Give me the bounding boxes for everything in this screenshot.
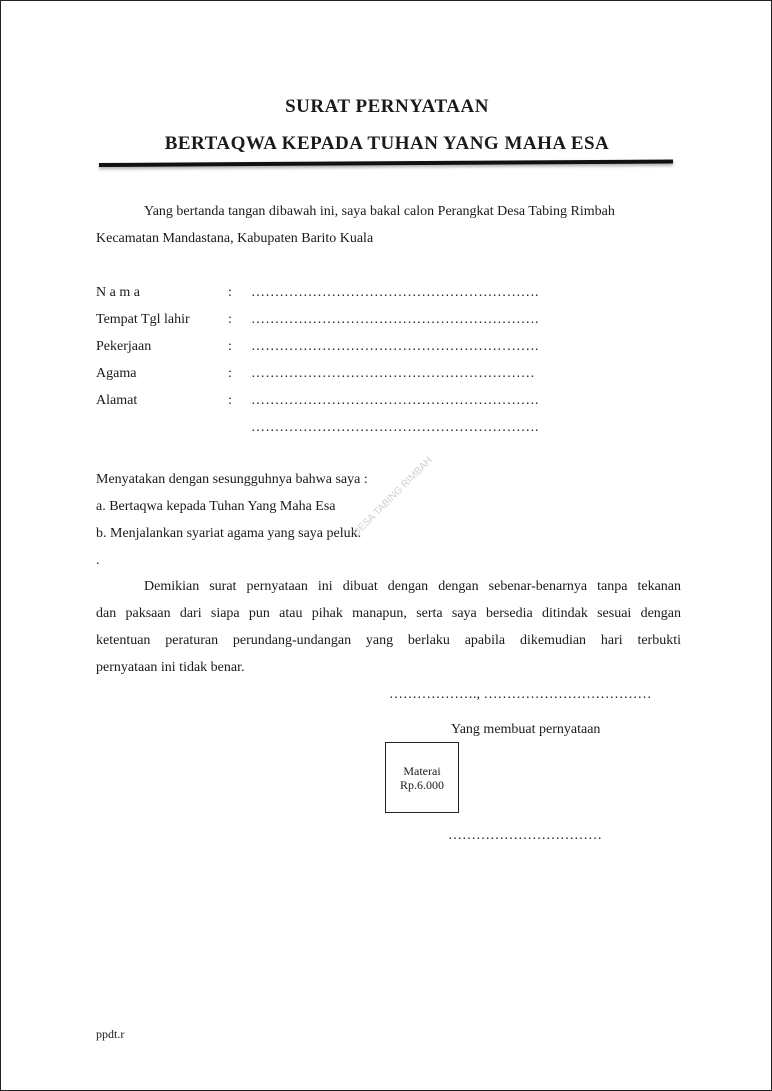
field-label-agama: Agama — [96, 366, 137, 381]
title-underline — [99, 159, 673, 167]
field-colon-alamat: : — [228, 393, 232, 408]
field-value-ttl: ……………………………………………………. — [251, 312, 539, 327]
field-colon-pekerjaan: : — [228, 339, 232, 354]
field-value-pekerjaan: ……………………………………………………. — [251, 339, 539, 354]
statement-dot: . — [96, 553, 100, 568]
field-colon-agama: : — [228, 366, 232, 381]
intro-line-2: Kecamatan Mandastana, Kabupaten Barito Kuala — [96, 231, 374, 246]
stamp-value: Rp.6.000 — [399, 777, 444, 792]
field-label-pekerjaan: Pekerjaan — [96, 339, 152, 354]
field-value-alamat-2: ……………………………………………………. — [251, 420, 539, 435]
stamp-label: Materai — [403, 763, 441, 778]
field-value-alamat: ……………………………………………………. — [251, 393, 539, 408]
signature-maker-label: Yang membuat pernyataan — [451, 722, 601, 737]
field-label-alamat: Alamat — [96, 393, 138, 408]
closing-line-4: pernyataan ini tidak benar. — [96, 660, 245, 675]
statement-intro: Menyatakan dengan sesungguhnya bahwa saya : — [96, 472, 368, 487]
title-line-2: BERTAQWA KEPADA TUHAN YANG MAHA ESA — [164, 133, 610, 154]
closing-line-2: dan paksaan dari siapa pun atau pihak manapun, serta saya bersedia ditindak sesuai dengan — [96, 606, 681, 621]
watermark: DESA TABING RIMBAH — [351, 455, 435, 539]
footer-text: ppdt.r — [96, 1027, 125, 1041]
statement-item-b: b. Menjalankan syariat agama yang saya peluk. — [96, 526, 362, 541]
place-date-line: ………………., ……………………………… — [389, 687, 652, 702]
field-colon-nama: : — [228, 285, 232, 300]
field-label-ttl: Tempat Tgl lahir — [96, 312, 190, 327]
statement-item-a: a. Bertaqwa kepada Tuhan Yang Maha Esa — [96, 499, 336, 514]
field-label-nama: N a m a — [96, 285, 140, 300]
field-value-agama: …………………………………………………… — [251, 366, 535, 381]
closing-line-1: Demikian surat pernyataan ini dibuat dengan dengan sebenar-benarnya tanpa tekanan — [144, 579, 681, 594]
title-line-1: SURAT PERNYATAAN — [285, 96, 489, 117]
intro-line-1: Yang bertanda tangan dibawah ini, saya bakal calon Perangkat Desa Tabing Rimbah — [144, 204, 615, 219]
field-colon-ttl: : — [228, 312, 232, 327]
closing-line-3: ketentuan peraturan perundang-undangan yang berlaku apabila dikemudian hari terbukti — [96, 633, 681, 648]
field-value-nama: ……………………………………………………. — [251, 285, 539, 300]
materai-stamp-box — [385, 742, 459, 813]
signature-name-line: …………………………… — [448, 828, 602, 843]
